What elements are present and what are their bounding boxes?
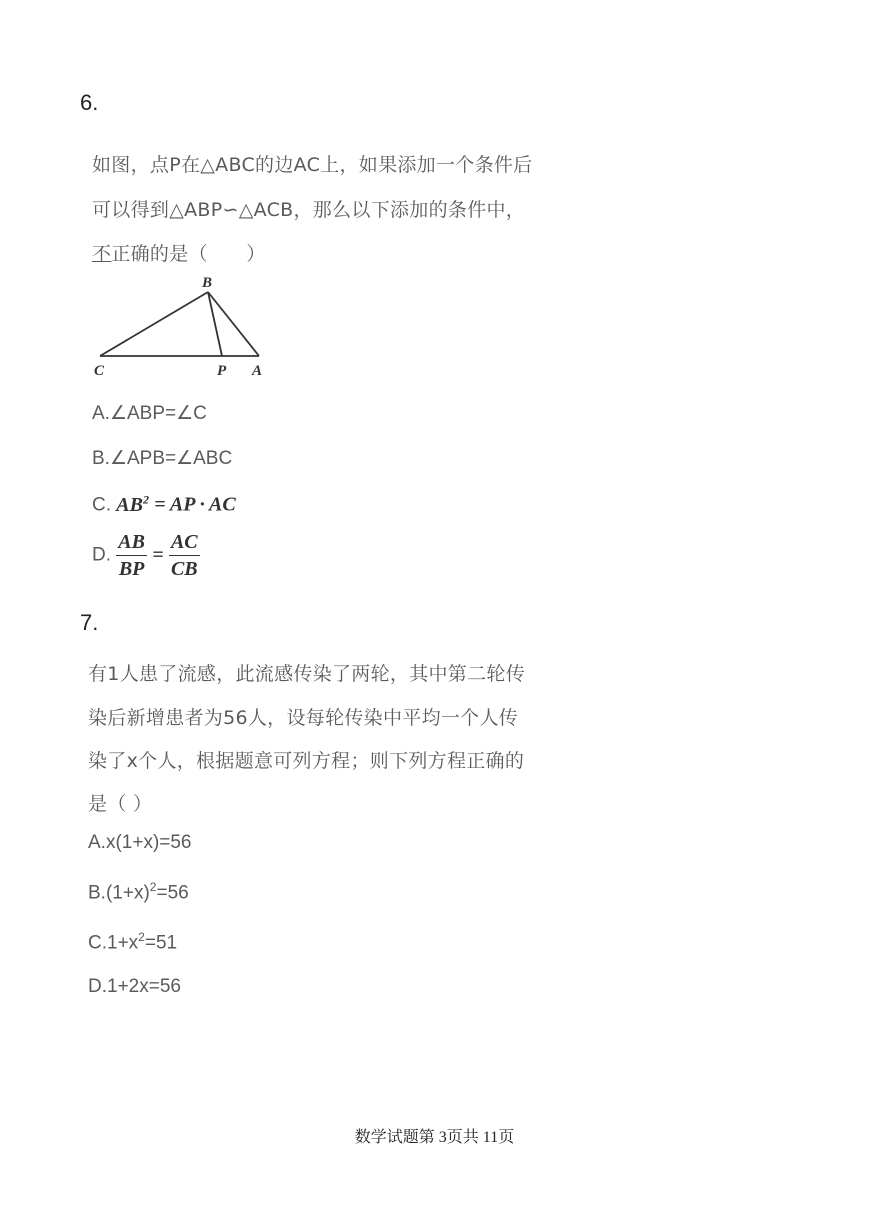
option-c-rhs: = AP · AC	[154, 493, 236, 516]
question-6-option-d	[92, 530, 200, 581]
question-7-option-c: $C.1+x^2=51$	[88, 930, 178, 954]
question-6-option-a: A.∠ABP=∠C	[92, 403, 207, 424]
question-7-text-line-4: 是（ ）	[88, 793, 153, 815]
option-c-exponent: 2	[142, 492, 149, 506]
segment-cb	[100, 292, 208, 356]
triangle-figure	[88, 270, 278, 382]
option-d-prefix: D.	[92, 544, 111, 566]
question-6-text-line-3	[92, 239, 266, 266]
question-6-text-line-1: 如图，点P在△ABC的边AC上，如果添加一个条件后	[92, 154, 533, 176]
fraction-2-denominator: CB	[170, 558, 198, 580]
fraction-ac-over-cb	[169, 530, 200, 581]
equals-sign: =	[152, 544, 164, 566]
option-c-lhs: $AB^2$	[116, 492, 149, 516]
label-b: B	[202, 275, 213, 291]
label-p: P	[217, 363, 227, 379]
question-7-text-line-1: 有1人患了流感，此流感传染了两轮，其中第二轮传	[88, 663, 525, 685]
fraction-1-denominator: BP	[118, 558, 145, 580]
question-7-option-a: A.x(1+x)=56	[88, 832, 192, 853]
question-6-text-line-3-rest: 正确的是（ ）	[111, 243, 266, 265]
question-7-text-line-2: 染后新增患者为56人，设每轮传染中平均一个人传	[88, 707, 519, 729]
fraction-2-numerator: AC	[169, 530, 200, 556]
page-footer: 数学试题第 3页共 11页	[354, 1129, 515, 1146]
question-6-number: 6.	[80, 90, 99, 115]
option-c-exponent: 2	[138, 930, 145, 944]
question-7-option-d: D.1+2x=56	[88, 976, 181, 997]
question-6-option-b: B.∠APB=∠ABC	[92, 448, 233, 469]
label-c: C	[94, 363, 105, 379]
question-7-number: 7.	[80, 610, 99, 635]
fraction-1-numerator: AB	[116, 530, 147, 556]
question-7-option-b: $B.(1+x)^2=56$	[88, 880, 189, 904]
emphasis-not: 不	[92, 243, 112, 265]
question-6-option-c	[92, 492, 236, 517]
fraction-ab-over-bp	[116, 530, 147, 581]
question-6-text-line-2: 可以得到△ABP∽△ACB，那么以下添加的条件中，	[92, 199, 526, 221]
label-a: A	[252, 363, 263, 379]
option-b-exponent: 2	[149, 880, 157, 894]
option-c-prefix: C.	[92, 494, 111, 516]
question-7-text-line-3: 染了x个人，根据题意可列方程；则下列方程正确的	[88, 750, 525, 772]
